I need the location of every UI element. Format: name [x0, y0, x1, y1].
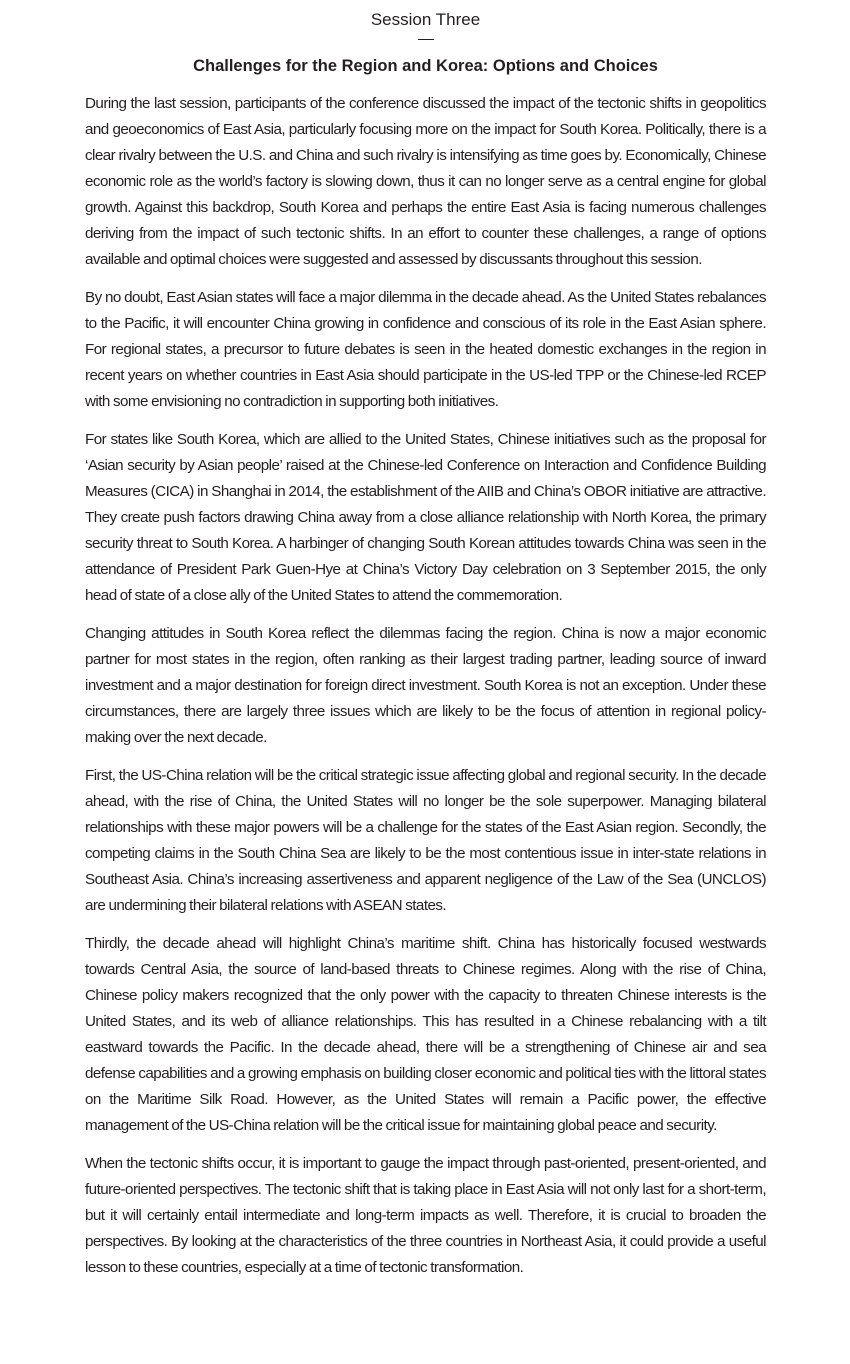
- session-heading: Session Three: [370, 10, 481, 29]
- paragraph-6: Thirdly, the decade ahead will highlight China’s maritime shift. China has historically focused westwards towards Central Asia, the source of land-based threats to Chinese regimes. Along with the rise of China, Chinese policy makers recognized that the only power with the capacity to threaten Chinese interests is the United States, and its web of alliance relationships. This has resulted in a Chinese rebalancing with a tilt eastward towards the Pacific. In the decade ahead, there will be a strengthening of Chinese air and sea defense capabilities and a growing emphasis on building closer economic and political ties with the littoral states on the Maritime Silk Road. However, as the United States will remain a Pacific power, the effective management of the US-China relation will be the critical issue for maintaining global peace and security.: [85, 935, 766, 1134]
- paragraph-5: First, the US-China relation will be the critical strategic issue affecting global and regional security. In the decade ahead, with the rise of China, the United States will no longer be the sole superpower. Managing bilateral relationships with these major powers will be a challenge for the states of the East Asian region. Secondly, the competing claims in the South China Sea are likely to be the most contentious issue in inter-state relations in Southeast Asia. China’s increasing assertiveness and apparent negligence of the Law of the Sea (UNCLOS) are undermining their bilateral relations with ASEAN states.: [85, 767, 766, 914]
- document-page: [85, 0, 766, 1281]
- heading-divider: [418, 39, 434, 40]
- paragraph-4: Changing attitudes in South Korea reflect the dilemmas facing the region. China is now a major economic partner for most states in the region, often ranking as their largest trading partner, leading source of inward investment and a major destination for foreign direct investment. South Korea is not an exception. Under these circumstances, there are largely three issues which are likely to be the focus of attention in regional policy-making over the next decade.: [85, 625, 766, 746]
- paragraph-3: For states like South Korea, which are allied to the United States, Chinese initiatives such as the proposal for ‘Asian security by Asian people’ raised at the Chinese-led Conference on Interaction and Confidence Building Measures (CICA) in Shanghai in 2014, the establishment of the AIIB and China’s OBOR initiative are attractive. They create push factors drawing China away from a close alliance relationship with North Korea, the primary security threat to South Korea. A harbinger of changing South Korean attitudes towards China was seen in the attendance of President Park Guen-Hye at China’s Victory Day celebration on 3 September 2015, the only head of state of a close ally of the United States to attend the commemoration.: [85, 431, 766, 604]
- paragraph-1: During the last session, participants of the conference discussed the impact of the tectonic shifts in geopolitics and geoeconomics of East Asia, particularly focusing more on the impact for South Korea. Politically, there is a clear rivalry between the U.S. and China and such rivalry is intensifying as time goes by. Economically, Chinese economic role as the world’s factory is slowing down, thus it can no longer serve as a central engine for global growth. Against this backdrop, South Korea and perhaps the entire East Asia is facing numerous challenges deriving from the impact of such tectonic shifts. In an effort to counter these challenges, a range of options available and optimal choices were suggested and assessed by discussants throughout this session.: [85, 95, 766, 268]
- paragraph-7: When the tectonic shifts occur, it is important to gauge the impact through past-oriented, present-oriented, and future-oriented perspectives. The tectonic shift that is taking place in East Asia will not only last for a short-term, but it will certainly entail intermediate and long-term impacts as well. Therefore, it is crucial to broaden the perspectives. By looking at the characteristics of the three countries in Northeast Asia, it could provide a useful lesson to these countries, especially at a time of tectonic transformation.: [85, 1155, 766, 1276]
- section-title: Challenges for the Region and Korea: Options and Choices: [193, 57, 658, 75]
- paragraph-2: By no doubt, East Asian states will face a major dilemma in the decade ahead. As the United States rebalances to the Pacific, it will encounter China growing in confidence and conscious of its role in the East Asian sphere. For regional states, a precursor to future debates is seen in the heated domestic exchanges in the region in recent years on whether countries in East Asia should participate in the US-led TPP or the Chinese-led RCEP with some envisioning no contradiction in supporting both initiatives.: [85, 289, 766, 410]
